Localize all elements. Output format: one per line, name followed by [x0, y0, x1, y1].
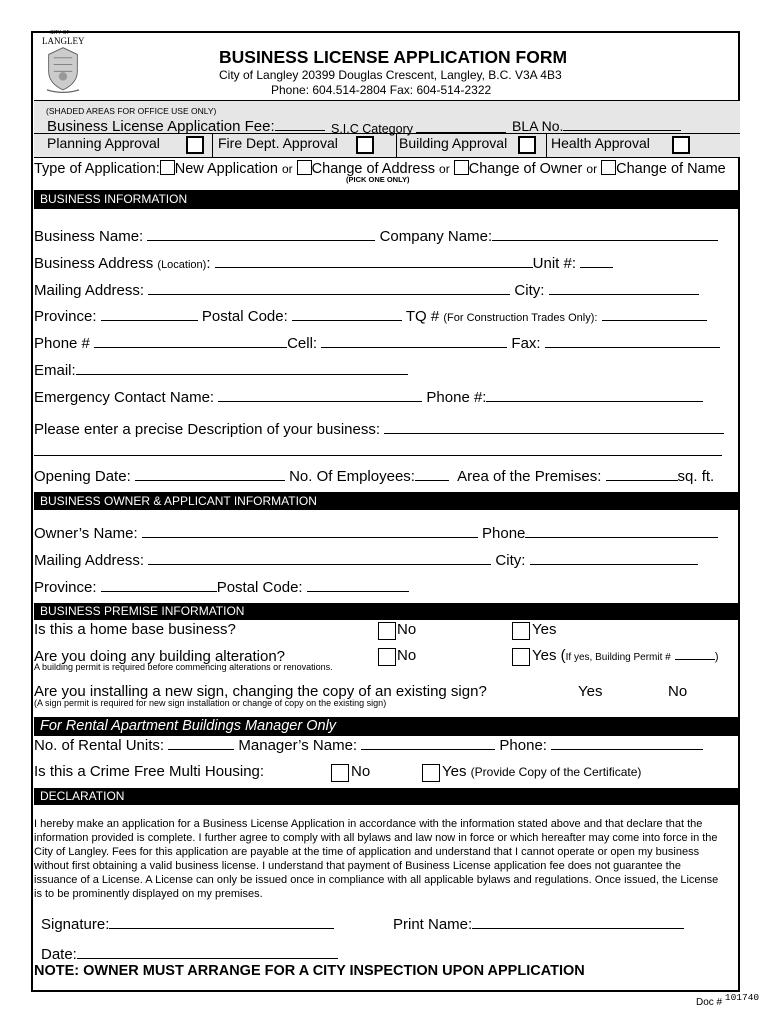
employees-label: No. Of Employees:	[289, 468, 415, 485]
owner-name-field[interactable]	[142, 524, 478, 538]
change-name-checkbox[interactable]	[601, 160, 616, 175]
home-business-no-checkbox[interactable]	[378, 622, 396, 640]
manager-name-label: Manager’s Name:	[238, 737, 358, 754]
description-field[interactable]	[384, 414, 724, 434]
owner-phone-field[interactable]	[525, 524, 718, 538]
province-field[interactable]	[101, 307, 198, 321]
postal-code-label: Postal Code:	[201, 308, 288, 325]
date-row	[41, 945, 338, 963]
city-field[interactable]	[549, 281, 699, 295]
change-name-label: Change of Name	[616, 161, 726, 177]
doc-number-row	[696, 992, 760, 1008]
bla-label-text: BLA No.	[512, 118, 564, 134]
inspection-note: NOTE: OWNER MUST ARRANGE FOR A CITY INSPECTION UPON APPLICATION	[34, 963, 585, 979]
print-name-field[interactable]	[472, 915, 684, 929]
paren: )	[714, 651, 719, 663]
area-field[interactable]	[606, 467, 678, 481]
tq-note: (For Construction Trades Only):	[443, 312, 598, 324]
description-row	[34, 414, 724, 438]
owner-city-field[interactable]	[530, 551, 698, 565]
location-note: (Location)	[157, 259, 207, 271]
opening-date-label: Opening Date:	[34, 468, 131, 485]
business-info-header: BUSINESS INFORMATION	[34, 190, 740, 209]
owner-info-header: BUSINESS OWNER & APPLICANT INFORMATION	[34, 492, 740, 510]
fee-label-text: Business License Application Fee:	[47, 118, 275, 135]
sqft-label: sq. ft.	[677, 468, 715, 485]
emergency-row	[34, 388, 703, 406]
sign-note: (A sign permit is required for new sign installation or change of copy on the existing sign)	[34, 698, 387, 708]
print-name-row	[393, 915, 684, 933]
unit-label: Unit #:	[532, 255, 577, 272]
email-label: Email:	[34, 362, 76, 379]
or-text: or	[281, 162, 293, 176]
postal-code-field[interactable]	[292, 307, 402, 321]
alteration-yes-label: Yes	[532, 647, 557, 664]
crime-free-no-label: No	[351, 763, 371, 780]
signature-label: Signature:	[41, 916, 110, 933]
new-application-label: New Application	[174, 161, 278, 177]
building-approval-label: Building Approval	[399, 135, 508, 151]
owner-province-label: Province:	[34, 579, 97, 596]
or-text: or	[439, 162, 450, 176]
city-address: City of Langley 20399 Douglas Crescent, Langley, B.C. V3A 4B3	[219, 68, 562, 82]
phone-field[interactable]	[94, 334, 287, 348]
or-text: or	[586, 162, 598, 176]
email-field[interactable]	[76, 361, 408, 375]
description-label: Please enter a precise Description of your business:	[34, 421, 381, 438]
owner-province-field[interactable]	[101, 578, 217, 592]
owner-name-row	[34, 524, 718, 542]
alteration-yes-row	[532, 647, 719, 664]
business-address-field[interactable]	[215, 254, 533, 268]
premise-info-header: BUSINESS PREMISE INFORMATION	[34, 603, 740, 620]
owner-name-label: Owner’s Name:	[34, 525, 138, 542]
new-application-checkbox[interactable]	[160, 160, 175, 175]
crime-free-yes-label: Yes	[442, 763, 467, 780]
city-logo-top-text: CITY OF	[50, 30, 70, 36]
sign-question: Are you installing a new sign, changing the copy of an existing sign?	[34, 683, 487, 700]
divider	[212, 133, 213, 158]
fax-field[interactable]	[545, 334, 720, 348]
planning-approval-label: Planning Approval	[47, 135, 160, 151]
city-crest-logo	[40, 46, 86, 100]
manager-phone-label: Phone:	[499, 737, 547, 754]
declaration-header: DECLARATION	[34, 788, 740, 805]
office-use-note: (SHADED AREAS FOR OFFICE USE ONLY)	[46, 106, 217, 116]
owner-mailing-field[interactable]	[148, 551, 491, 565]
sic-label-text: S.I.C Category	[331, 122, 413, 136]
health-approval-checkbox[interactable]	[672, 136, 690, 154]
crime-free-no-checkbox[interactable]	[331, 764, 349, 782]
email-row	[34, 361, 408, 379]
city-phone: Phone: 604.514-2804 Fax: 604-514-2322	[271, 83, 492, 97]
emergency-contact-field[interactable]	[218, 388, 422, 402]
tq-label: TQ #	[405, 308, 440, 325]
tq-field[interactable]	[602, 307, 707, 321]
fire-approval-checkbox[interactable]	[356, 136, 374, 154]
company-name-label: Company Name:	[379, 228, 493, 245]
crime-free-yes-checkbox[interactable]	[422, 764, 440, 782]
paren: (	[560, 647, 566, 664]
phone-row	[34, 334, 720, 352]
alteration-yes-checkbox[interactable]	[512, 648, 530, 666]
building-approval-checkbox[interactable]	[518, 136, 536, 154]
declaration-text: I hereby make an application for a Business License Application in accordance with the information stated above and that declare that the information provided is complete. I further agree to comply with all bylaws and law now in force or which hereafter may come into force in the City of Langley. Fees for this application are payable at the time of application and understand that I cannot operate or open my business without first obtaining a valid business license. I understand that payment of Business License application fee does not guarantee the issuance of a License. A License can only be issued once in compliance with all applicable bylaws and regulations. Once issued, the License is to be prominently displayed on my premises.	[34, 818, 719, 900]
rental-units-label: No. of Rental Units:	[34, 737, 165, 754]
emergency-contact-label: Emergency Contact Name:	[34, 389, 215, 406]
mailing-address-field[interactable]	[148, 281, 510, 295]
unit-field[interactable]	[580, 254, 613, 268]
business-name-row	[34, 227, 718, 245]
manager-name-field[interactable]	[361, 736, 495, 750]
form-title: BUSINESS LICENSE APPLICATION FORM	[219, 47, 568, 67]
mailing-address-label: Mailing Address:	[34, 282, 145, 299]
business-address-label: Business Address	[34, 255, 154, 272]
rental-header: For Rental Apartment Buildings Manager Only	[34, 717, 740, 736]
home-business-question: Is this a home base business?	[34, 621, 236, 638]
province-row	[34, 307, 707, 325]
bla-field[interactable]	[563, 117, 681, 131]
rental-units-field[interactable]	[168, 736, 234, 750]
cell-field[interactable]	[321, 334, 507, 348]
home-business-yes-checkbox[interactable]	[512, 622, 530, 640]
application-type-label: Type of Application:	[34, 161, 160, 177]
cell-label: Cell:	[287, 335, 318, 352]
business-name-field[interactable]	[147, 227, 375, 241]
owner-city-label: City:	[495, 552, 526, 569]
signature-field[interactable]	[109, 915, 334, 929]
owner-phone-label: Phone	[482, 525, 526, 542]
fee-field[interactable]	[275, 117, 325, 131]
owner-postal-label: Postal Code:	[216, 579, 303, 596]
bla-label	[512, 117, 681, 134]
alteration-question: Are you doing any building alteration?	[34, 648, 286, 665]
phone-label: Phone #	[34, 335, 90, 352]
sign-yes-label[interactable]: Yes	[578, 683, 603, 700]
owner-province-row	[34, 578, 409, 596]
home-business-no-label: No	[397, 621, 417, 638]
opening-date-field[interactable]	[135, 467, 285, 481]
change-owner-checkbox[interactable]	[454, 160, 469, 175]
crime-free-yes-row	[442, 763, 641, 780]
opening-row	[34, 467, 714, 485]
doc-label: Doc #	[696, 997, 723, 1008]
city-logo-text: LANGLEY	[42, 36, 85, 46]
description-field-line2[interactable]	[34, 455, 722, 456]
sic-field[interactable]	[416, 119, 506, 133]
date-label: Date:	[41, 946, 77, 963]
rental-row	[34, 736, 703, 754]
area-label: Area of the Premises:	[457, 468, 602, 485]
emergency-phone-label: Phone #:	[426, 389, 487, 406]
crime-free-yes-note: (Provide Copy of the Certificate)	[470, 765, 642, 779]
colon: :	[206, 255, 211, 272]
owner-mailing-row	[34, 551, 698, 569]
manager-phone-field[interactable]	[551, 736, 703, 750]
city-label: City:	[514, 282, 545, 299]
alteration-no-checkbox[interactable]	[378, 648, 396, 666]
divider	[546, 133, 547, 158]
print-name-label: Print Name:	[393, 916, 473, 933]
date-field[interactable]	[77, 945, 338, 959]
province-label: Province:	[34, 308, 97, 325]
signature-row	[41, 915, 334, 933]
change-owner-label: Change of Owner	[468, 161, 583, 177]
owner-postal-field[interactable]	[307, 578, 409, 592]
sign-no-label[interactable]: No	[668, 683, 688, 700]
building-permit-field[interactable]	[675, 650, 715, 660]
planning-approval-checkbox[interactable]	[186, 136, 204, 154]
divider	[396, 133, 397, 158]
crime-free-question: Is this a Crime Free Multi Housing:	[34, 763, 265, 780]
employees-field[interactable]	[415, 467, 449, 481]
change-address-checkbox[interactable]	[297, 160, 312, 175]
owner-mailing-label: Mailing Address:	[34, 552, 145, 569]
alteration-no-label: No	[397, 647, 417, 664]
pick-one-note: (PICK ONE ONLY)	[346, 175, 410, 184]
business-name-label: Business Name:	[34, 228, 144, 245]
change-address-label: Change of Address	[311, 161, 435, 177]
emergency-phone-field[interactable]	[486, 388, 703, 402]
business-address-row	[34, 254, 613, 272]
doc-number: 101740	[724, 992, 760, 1003]
fax-label: Fax:	[511, 335, 541, 352]
company-name-field[interactable]	[492, 227, 718, 241]
fire-approval-label: Fire Dept. Approval	[218, 135, 338, 151]
health-approval-label: Health Approval	[551, 135, 650, 151]
home-business-yes-label: Yes	[532, 621, 557, 638]
building-permit-note: If yes, Building Permit #	[565, 652, 671, 663]
mailing-address-row	[34, 281, 699, 299]
alteration-note: A building permit is required before commencing alterations or renovations.	[34, 662, 333, 672]
